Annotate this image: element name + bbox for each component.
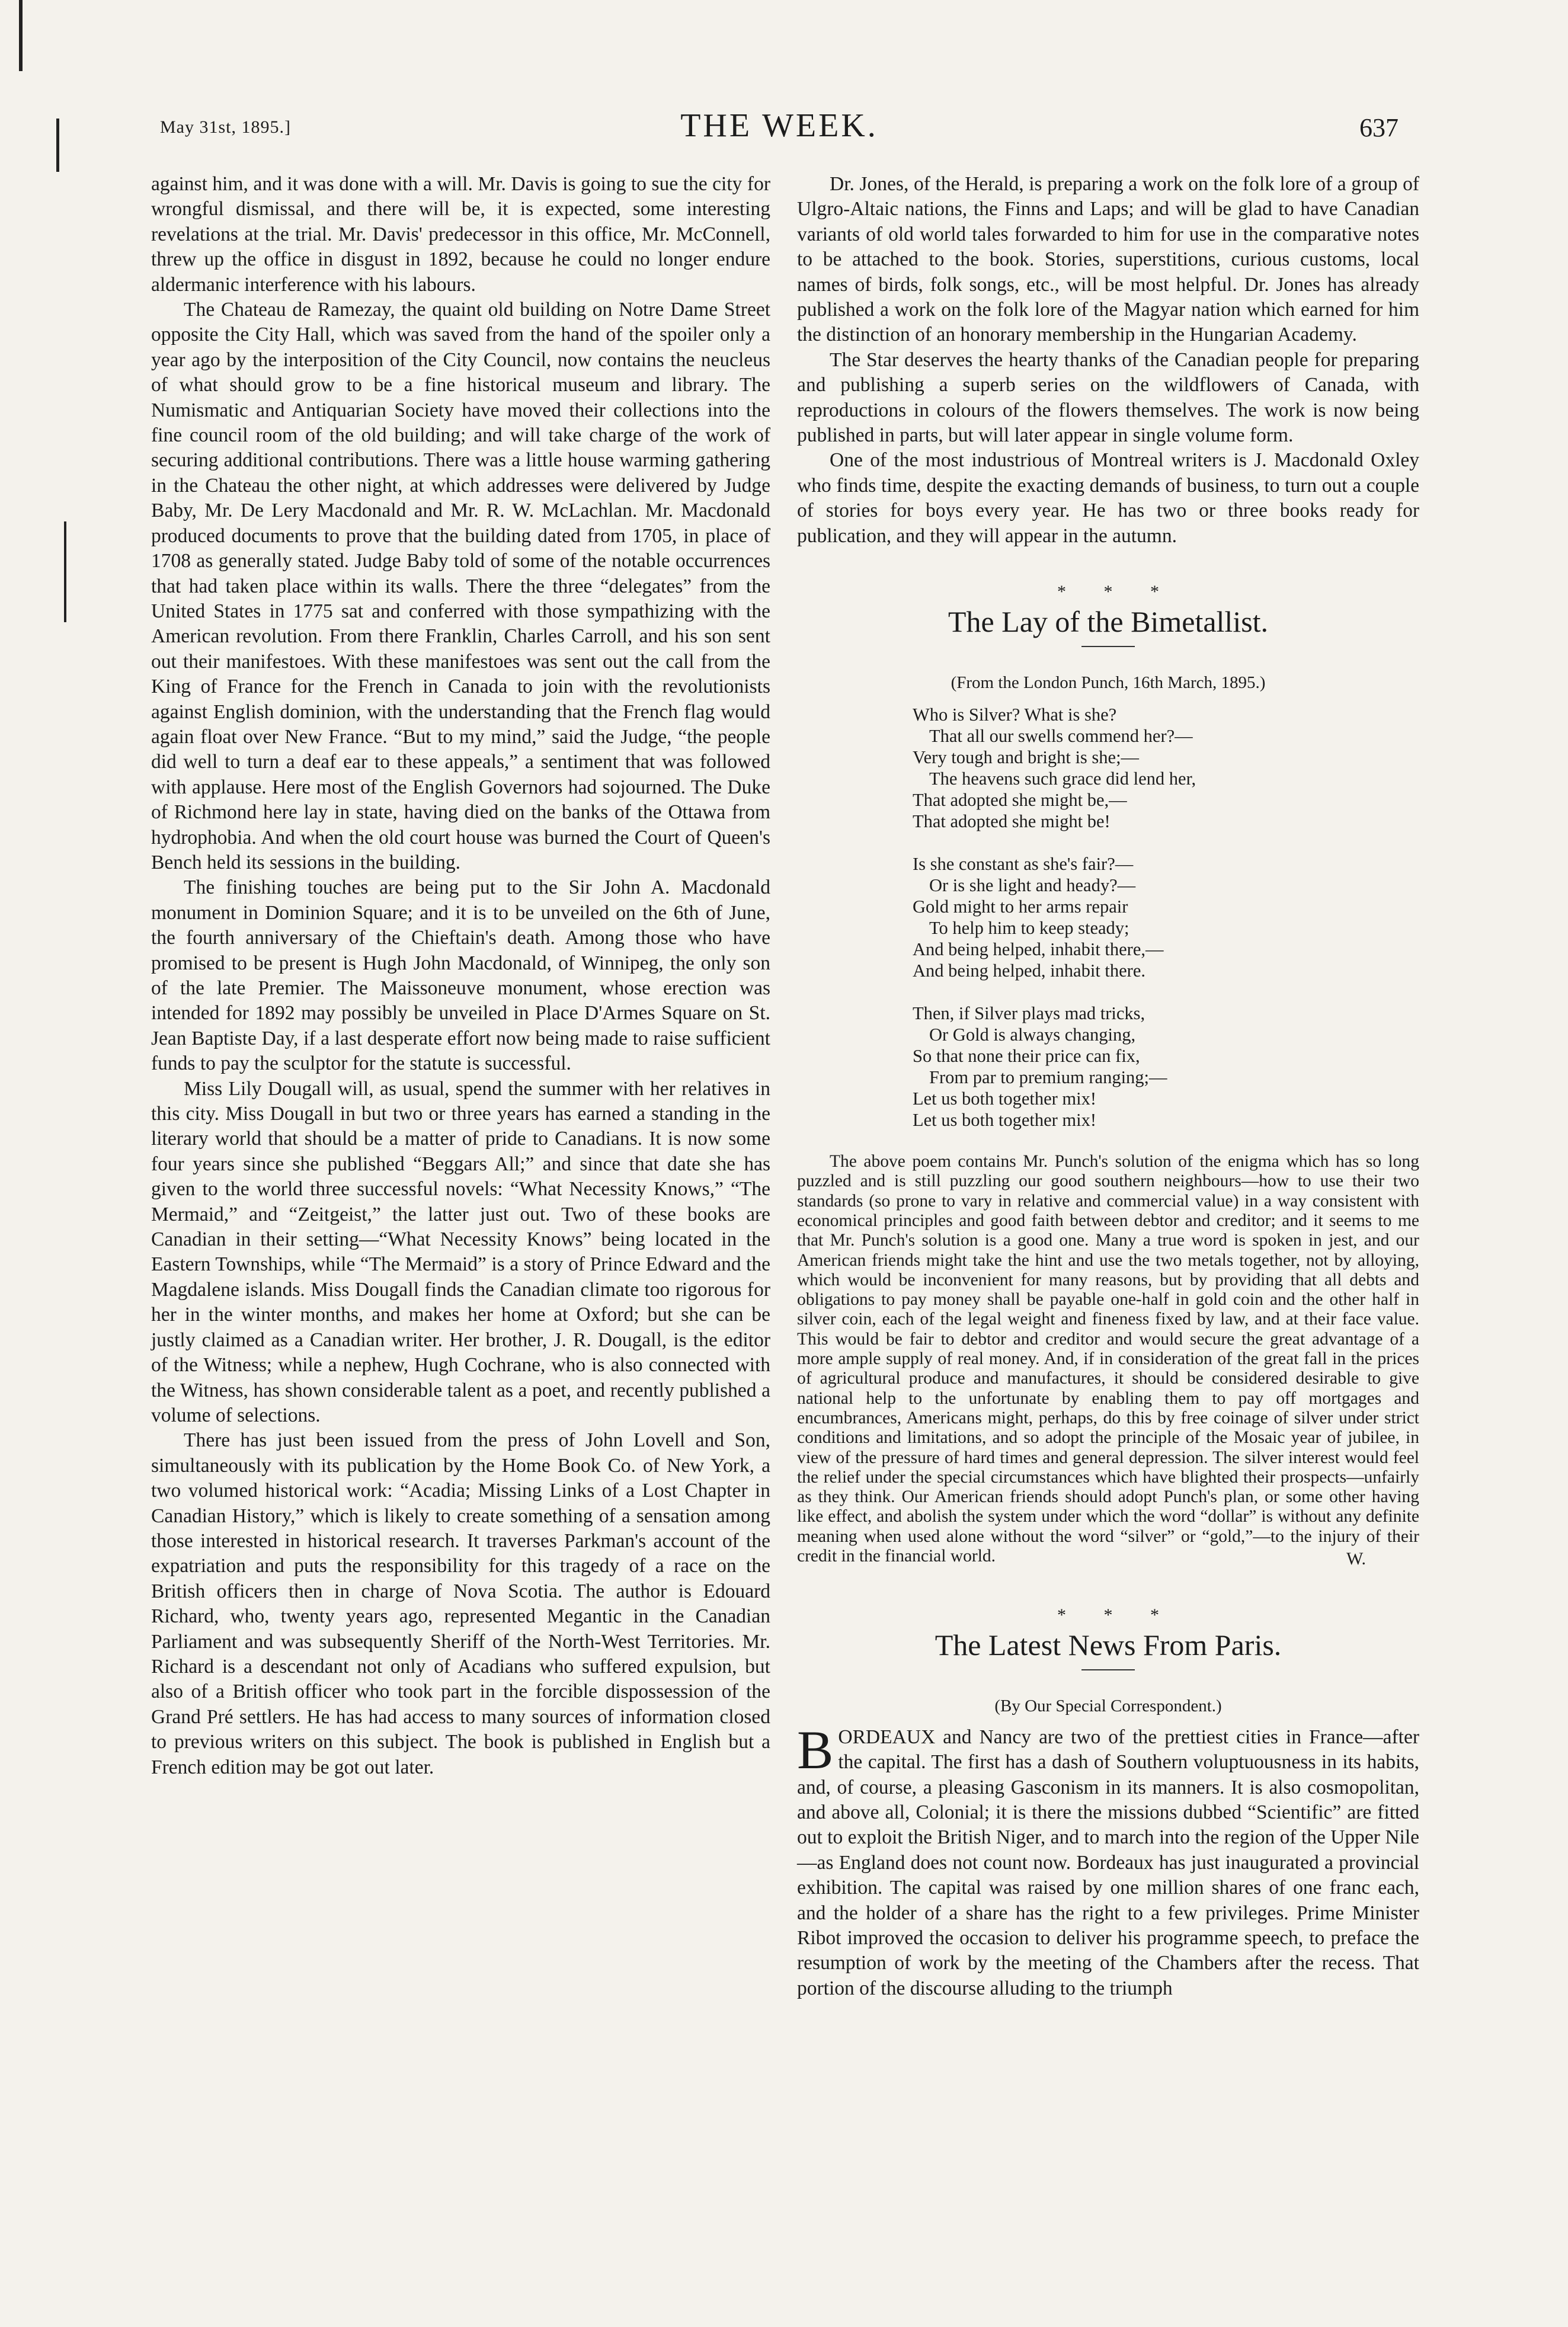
- poem-stanza: [913, 853, 1419, 981]
- poem-line: That adopted she might be,—: [913, 790, 1127, 811]
- poem-line: And being helped, inhabit there.: [913, 961, 1146, 981]
- right-column: [797, 172, 1419, 2001]
- paragraph: One of the most industrious of Montreal writers is J. Macdonald Oxley who finds time, despite the exacting demands of business, to turn out a couple of stories for boys every year. He has two or three books ready for publication, and they will appear in the autumn.: [797, 449, 1419, 547]
- paragraph: Miss Lily Dougall will, as usual, spend the summer with her relatives in this city. Miss Dougall in but two or three years has earned a standing in the literary world that should be a matter of pride to Canadians. It is now some four years since she published “Beggars All;” and since that date she has given to the world three successful novels: “What Necessity Knows,” “The Mermaid,” and “Zeitgeist,” the latter just out. Two of these books are Canadian in their setting—“What Necessity Knows” being located in the Eastern Townships, while “The Mermaid” is a story of Prince Edward and the Magdalene islands. Miss Dougall finds the Canadian climate too rigorous for her in the winter months, and makes her home at Oxford; but she can be justly claimed as a Canadian writer. Her brother, J. R. Dougall, is the editor of the Witness; while a nephew, Hugh Cochrane, who is also connected with the Witness, has shown considerable talent as a poet, and recently published a volume of selections.: [151, 1077, 770, 1426]
- poem-line: Very tough and bright is she;—: [913, 747, 1140, 768]
- poem-line: That all our swells commend her?—: [929, 726, 1193, 747]
- poem-line: And being helped, inhabit there,—: [913, 939, 1164, 960]
- poem-line: The heavens such grace did lend her,: [929, 769, 1196, 789]
- poem-line: Let us both together mix!: [913, 1110, 1097, 1131]
- paragraph: The Chateau de Ramezay, the quaint old building on Notre Dame Street opposite the City Hall, which was saved from the hand of the spoiler only a year ago by the interposition of the City Council, now contains the neucleus of what should grow to be a fine historical museum and library. The Numismatic and Antiquarian Society have moved their collections into the fine council room of the old building; and will take charge of the work of securing additional contributions. There was a little house warming gathering in the Chateau the other night, at which addresses were delivered by Judge Baby, Mr. De Lery Macdonald and Mr. R. W. McLachlan. Mr. Macdonald produced documents to prove that the building dated from 1705, in place of 1708 as generally stated. Judge Baby told of some of the notable occurrences that had taken place within its walls. There the three “delegates” from the United States in 1775 sat and conferred with those sympathizing with the American revolution. From there Franklin, Charles Carroll, and his son sent out their manifestoes. With these manifestoes was sent out the call from the King of France for the French in Canada to join with the revolutionists against English dominion, with the understanding that the French flag would again float over New France. “But to my mind,” said the Judge, “the people did well to turn a deaf ear to these appeals,” a sentiment that was followed with applause. Here most of the English Governors had sojourned. The Duke of Richmond here lay in state, having died on the banks of the Ottawa from hydrophobia. And when the old court house was burned the Court of Queen's Bench held its sessions in the building.: [151, 299, 770, 873]
- page-number: 637: [1359, 113, 1399, 142]
- scan-edge-mark: [56, 119, 59, 172]
- poem-line: Or Gold is always changing,: [929, 1025, 1136, 1045]
- drop-cap: B: [797, 1719, 834, 1780]
- article-title: The Latest News From Paris.: [935, 1628, 1282, 1662]
- issue-date: May 31st, 1895.]: [160, 117, 291, 137]
- paragraph: Dr. Jones, of the Herald, is preparing a work on the folk lore of a group of Ulgro-Altaic nations, the Finns and Laps; and will be glad to have Canadian variants of old world tales forwarded to him for use in the comparative notes to be attached to the book. Stories, superstitions, curious customs, local names of birds, folk songs, etc., will be most helpful. Dr. Jones has already published a work on the folk lore of the Magyar nation which earned for him the distinction of an honorary membership in the Hungarian Academy.: [797, 173, 1419, 346]
- article-text: ORDEAUX and Nancy are two of the prettiest cities in France—after the capital. The first has a dash of Southern voluptuousness in its habits, and, of course, a pleasing Gasconism in its manners. It is also cosmopolitan, and above all, Colonial; it is there the missions dubbed “Scientific” are fitted out to exploit the British Niger, and to march into the region of the Upper Nile—as England does not count now. Bordeaux has just inaugurated a provincial exhibition. The capital was raised by one million shares of one franc each, and the holder of a share has the right to a few privileges. Prime Minister Ribot improved the occasion to deliver his programme speech, to preface the resumption of work by the meeting of the Chambers after the recess. That portion of the discourse alluding to the triumph: [797, 1726, 1419, 1999]
- article-byline: (By Our Special Correspondent.): [994, 1696, 1222, 1715]
- poem-body: [913, 704, 1419, 1131]
- title-rule: [1081, 1669, 1135, 1670]
- paragraph: against him, and it was done with a will. Mr. Davis is going to sue the city for wrongful dismissal, and there will be, it is expected, some interesting revelations at the trial. Mr. Davis' predecessor in this office, Mr. McConnell, threw up the office in disgust in 1892, because he could no longer endure aldermanic interference with his labours.: [151, 173, 770, 296]
- poem-line: So that none their price can fix,: [913, 1046, 1140, 1067]
- poem-line: Gold might to her arms repair: [913, 897, 1128, 917]
- left-column: [151, 172, 770, 1780]
- poem-stanza: [913, 704, 1419, 832]
- poem-line: Then, if Silver plays mad tricks,: [913, 1003, 1145, 1024]
- page-header: [160, 107, 1399, 154]
- scan-edge-mark: [64, 521, 66, 622]
- commentary-signature: W.: [1346, 1549, 1366, 1569]
- paragraph: The finishing touches are being put to the Sir John A. Macdonald monument in Dominion Square; and it is to be unveiled on the 6th of June, the fourth anniversary of the Chieftain's death. Among those who have promised to be present is Hugh John Macdonald, of Winnipeg, the only son of the late Premier. The Maissoneuve monument, whose erection was intended for 1892 may possibly be unveiled in Place D'Armes Square on St. Jean Baptiste Day, if a last desperate effort now being made to raise sufficient funds to pay the sculptor for the statute is successful.: [151, 876, 770, 1075]
- article-body: [797, 1719, 1419, 2001]
- poem-line: Or is she light and heady?—: [929, 875, 1136, 896]
- paragraph: There has just been issued from the press of John Lovell and Son, simultaneously with its publication by the Home Book Co. of New York, a two volumed historical work: “Acadia; Missing Links of a Lost Chapter in Canadian History,” which is likely to create something of a sensation among those interested in historical research. It traverses Parkman's account of the expatriation and puts the responsibility for this tragedy of a race on the British officers then in charge of Nova Scotia. The author is Edouard Richard, who, twenty years ago, represented Megantic in the Canadian Parliament and was subsequently Sheriff of the North-West Territories. Mr. Richard is a descendant not only of Acadians who suffered expulsion, but also of a British officer who took part in the forcible dispossession of the Grand Pré settlers. He has had access to many sources of information closed to previous writers on this subject. The book is published in English but a French edition may be got out later.: [151, 1429, 770, 1778]
- paragraph: The Star deserves the hearty thanks of the Canadian people for preparing and publishing a superb series on the wildflowers of Canada, with reproductions in colours of the flowers themselves. The work is now being published in parts, but will later appear in single volume form.: [797, 348, 1419, 447]
- poem-line: Let us both together mix!: [913, 1089, 1097, 1109]
- poem-title: The Lay of the Bimetallist.: [948, 605, 1269, 639]
- article-section: [797, 1606, 1419, 2001]
- title-rule: [1081, 646, 1135, 647]
- poem-line: That adopted she might be!: [913, 811, 1111, 832]
- poem-line: Who is Silver? What is she?: [913, 705, 1117, 725]
- scan-edge-mark: [19, 0, 23, 71]
- poem-section: [797, 583, 1419, 1131]
- poem-line: To help him to keep steady;: [929, 918, 1129, 939]
- section-divider-stars: * * *: [1057, 582, 1176, 602]
- poem-source: (From the London Punch, 16th March, 1895.): [951, 673, 1266, 693]
- poem-commentary: The above poem contains Mr. Punch's solution of the enigma which has so long puzzled and is still puzzling our good southern neighbours—how to use their two standards (so prone to vary in relative and commercial value) in a way consistent with economical principles and good faith between debtor and creditor; and it seems to me that Mr. Punch's solution is a good one. Many a true word is spoken in jest, and our American friends might take the hint and use the two metals together, not by alloying, which would be inconvenient for many reasons, but by providing that all debts and obligations to pay money shall be payable one-half in gold coin and the other half in silver coin, each of the legal weight and fineness fixed by law, and at their face value. This would be fair to debtor and creditor and would secure the great advantage of a more ample supply of real money. And, if in consideration of the great fall in the prices of agricultural produce and manufactures, it should be considered desirable to give national help to the unfortunate by enabling them to pay off mortgages and encumbrances, Americans might, perhaps, do this by free coinage of silver under strict conditions and limitations, and so adopt the principle of the Mosaic year of jubilee, in view of the pressure of hard times and general depression. The silver interest would feel the relief under the special circumstances which have blighted their prospects—unfairly as they think. Our American friends should adopt Punch's plan, or some other having like effect, and abolish the system under which the word “dollar” is without any definite meaning when used alone without the word “silver” or “gold,”—to the injury of their credit in the financial world.: [797, 1152, 1419, 1566]
- article-paragraph: [797, 1719, 1419, 2001]
- poem-stanza: [913, 1003, 1419, 1131]
- section-divider-stars: * * *: [1057, 1605, 1176, 1625]
- poem-line: Is she constant as she's fair?—: [913, 854, 1134, 875]
- poem-line: From par to premium ranging;—: [929, 1067, 1167, 1088]
- publication-title: THE WEEK.: [680, 107, 878, 144]
